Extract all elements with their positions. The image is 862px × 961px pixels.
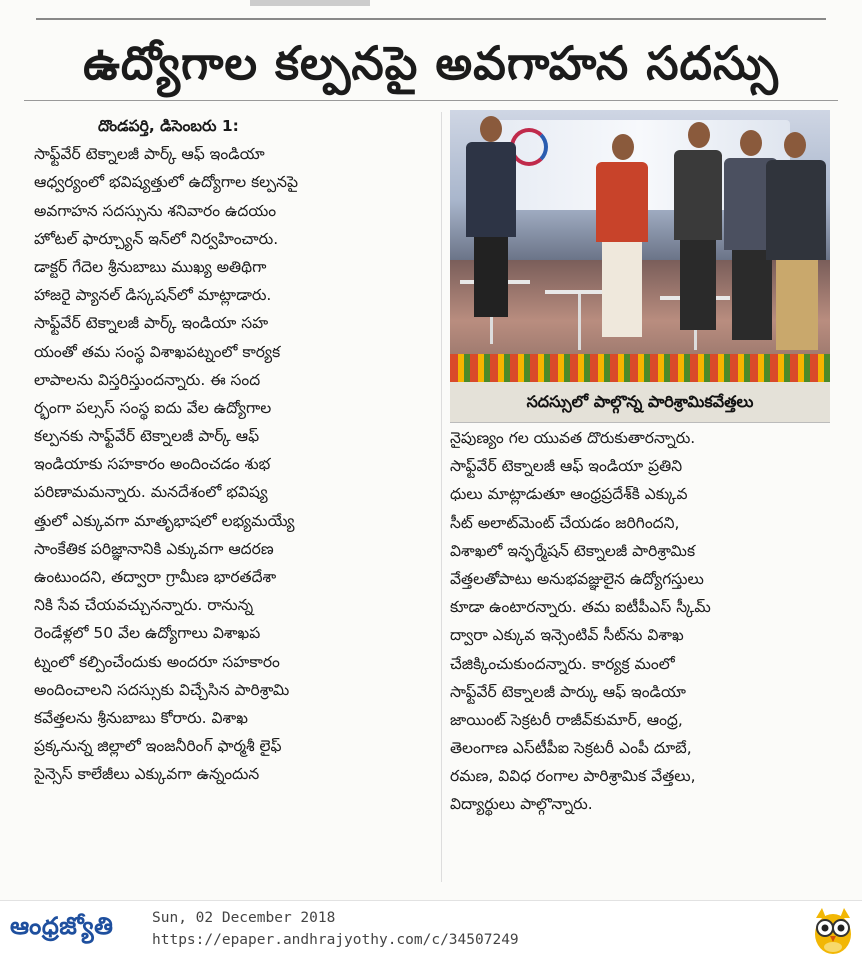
clipping-edge-mark: [250, 0, 370, 6]
article-line: నికి సేవ చేయవచ్చునన్నారు. రానున్న: [34, 596, 254, 615]
stage-flowers: [450, 354, 830, 382]
article-line: ఇండియాకు సహకారం అందించడం శుభ: [34, 455, 271, 474]
article-line: ఉంటుందని, తద్వారా గ్రామీణ భారతదేశా: [34, 568, 277, 586]
article-line: యంతో తమ సంస్థ విశాఖపట్నంలో కార్యక: [34, 342, 281, 361]
article-line: సాఫ్ట్‌వేర్ టెక్నాలజీ పార్కు ఆఫ్ ఇండియా: [450, 682, 686, 701]
article-line: పరిణామమన్నారు. మనదేశంలో భవిష్య: [34, 483, 268, 502]
article-line: సాఫ్ట్‌వేర్ టెక్నాలజీ ఆఫ్ ఇండియా ప్రతిని: [450, 457, 683, 476]
article-line: విద్యార్థులు పాల్గొన్నారు.: [450, 795, 593, 814]
article-line: ద్వారా ఎక్కువ ఇన్సెంటివ్ సీట్‌ను విశాఖ: [450, 626, 684, 645]
article-column-right: [450, 424, 830, 819]
article-line: అవగాహన సదస్సును శనివారం ఉదయం: [34, 201, 277, 220]
article-line: త్తులో ఎక్కువగా మాతృభాషలో లభ్యమయ్యే: [34, 511, 295, 530]
headline-rule: [24, 100, 838, 101]
article-line: చేజిక్కించుకుందన్నారు. కార్యక్ర మంలో: [450, 654, 675, 673]
article-line: కవేత్తలను శ్రీనుబాబు కోరారు. విశాఖ: [34, 708, 248, 727]
photo-caption: సదస్సులో పాల్గొన్న పారిశ్రామికవేత్తలు: [450, 382, 830, 423]
article-line: సాఫ్ట్‌వేర్ టెక్నాలజీ పార్క్ ఇండియా సహ: [34, 314, 269, 333]
owl-icon: [810, 904, 856, 956]
article-line: కల్పనకు సాఫ్ట్‌వేర్ టెక్నాలజీ పార్క్ ఆఫ్: [34, 427, 260, 446]
article-line: సైన్సెస్ కాలేజీలు ఎక్కువగా ఉన్నందున: [34, 765, 260, 784]
article-line: సాఫ్ట్‌వేర్ టెక్నాలజీ పార్క్ ఆఫ్ ఇండియా: [34, 145, 265, 164]
article-line: ర్భంగా పల్సస్ సంస్థ ఐదు వేల ఉద్యోగాల: [34, 398, 272, 417]
article-line: ధులు మాట్లాడుతూ ఆంధ్రప్రదేశ్‌కి ఎక్కువ: [450, 485, 688, 504]
article-line: రమణ, వివిధ రంగాల పారిశ్రామిక వేత్తలు,: [450, 767, 696, 786]
table-leg: [578, 294, 581, 350]
dateline: దొండపర్తి, డిసెంబరు 1:: [98, 117, 239, 135]
article-line: వేత్తలతోపాటు అనుభవజ్ఞులైన ఉద్యోగస్తులు: [450, 569, 704, 588]
article-line: జాయింట్ సెక్రటరీ రాజీవ్‌కుమార్, ఆంధ్ర,: [450, 710, 683, 729]
article-line: నైపుణ్యం గల యువత దొరుకుతారన్నారు.: [450, 429, 696, 447]
article-line: ఆధ్వర్యంలో భవిష్యత్తులో ఉద్యోగాల కల్పనపై: [34, 173, 299, 192]
article-line: తెలంగాణ ఎస్‌టీపీఐ సెక్రటరీ ఎంపీ దూబే,: [450, 739, 692, 758]
article-line: లాపాలను విస్తరిస్తుందన్నారు. ఈ సంద: [34, 370, 261, 389]
top-rule: [36, 18, 826, 20]
event-photo: [450, 110, 830, 382]
article-line: ట్నంలో కల్పించేందుకు అందరూ సహకారం: [34, 652, 280, 671]
column-divider: [441, 112, 442, 882]
article-line: హోటల్ ఫార్చ్యూన్ ఇన్‌లో నిర్వహించారు.: [34, 229, 279, 248]
article-line: డాక్టర్ గేదెల శ్రీనుబాబు ముఖ్య అతిథిగా: [34, 257, 267, 276]
article-line: రెండేళ్లలో 50 వేల ఉద్యోగాలు విశాఖప: [34, 624, 261, 643]
article-line: హాజరై ప్యానల్ డిస్కషన్‌లో మాట్లాడారు.: [34, 286, 272, 305]
andhrajyothy-logo[interactable]: ఆంధ్రజ్యోతి: [10, 912, 114, 940]
clipping-meta: [152, 907, 519, 951]
clipping-url[interactable]: https://epaper.andhrajyothy.com/c/34507249: [152, 932, 519, 948]
headline: ఉద్యోగాల కల్పనపై అవగాహన సదస్సు: [83, 36, 779, 90]
article-line: విశాఖలో ఇన్ఫర్మేషన్ టెక్నాలజీ పారిశ్రామిక: [450, 541, 696, 560]
article-line: సాంకేతిక పరిజ్ఞానానికి ఎక్కువగా ఆదరణ: [34, 539, 274, 558]
article-column-left: [34, 112, 434, 789]
clipping-date: Sun, 02 December 2018: [152, 910, 336, 926]
article-line: కూడా ఉంటారన్నారు. తమ ఐటీపీఎస్ స్కీమ్: [450, 598, 711, 617]
article-line: అందించాలని సదస్సుకు విచ్చేసిన పారిశ్రామి: [34, 680, 290, 699]
article-line: ప్రక్కనున్న జిల్లాలో ఇంజనీరింగ్ ఫార్మశీ లైఫ్: [34, 737, 282, 756]
article-line: సీట్ అలాట్‌మెంట్ చేయడం జరిగిందని,: [450, 513, 680, 532]
